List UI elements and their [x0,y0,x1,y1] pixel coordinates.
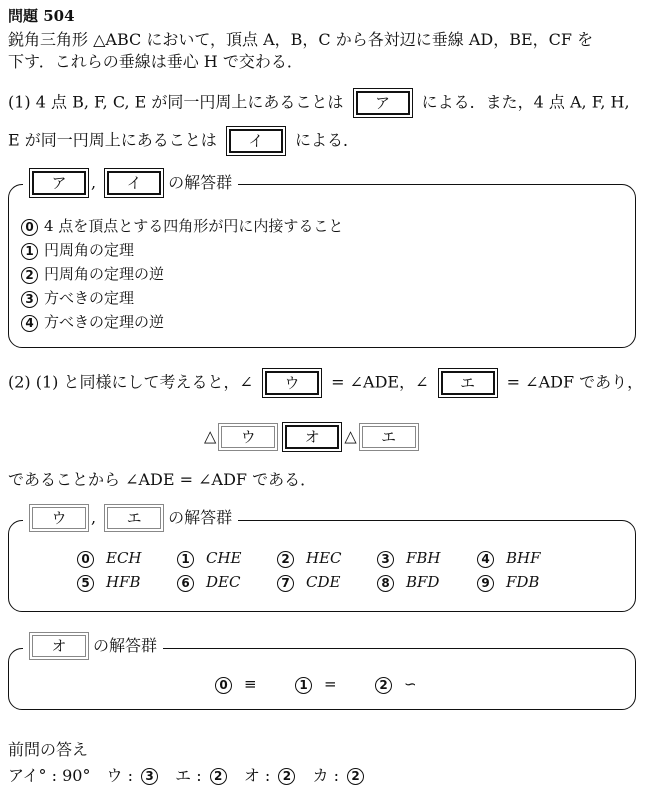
panel3-suffix: の解答群 [93,635,158,655]
part1-line-1 [8,88,630,118]
part1-text-c: E が同一円周上にあることは [8,130,217,150]
panel3-box-o: オ [29,632,89,660]
choice-panel-1-header: ア , イ の解答群 [23,168,238,198]
option-2-3[interactable]: 3 FBH [377,549,477,568]
option-2-0[interactable]: 0 ECH [77,549,177,568]
answer-box-a[interactable] [353,88,413,118]
panel2-suffix: の解答群 [168,507,233,527]
option-3-2[interactable]: 2 ∽ [375,675,455,694]
part2-text-c: = ∠ADF であり， [506,372,644,392]
triangle-symbol-1: △ [204,426,217,446]
prev-answer-ka: 2 [347,768,364,785]
previous-answers-heading: 前問の答え [8,740,89,759]
panel1-suffix: の解答群 [168,172,233,192]
option-row-2a [77,549,577,568]
intro-line-2: 下す．これらの垂線は垂心 H で交わる． [8,52,303,71]
panel2-box-u: ウ [29,504,89,532]
option-2-6[interactable]: 6 DEC [177,573,277,592]
problem-number: 504 [43,7,75,25]
prev-answer-o: 2 [278,768,295,785]
option-3-0[interactable]: 0 ≡ [215,675,295,694]
problem-label: 問題 [8,7,39,25]
part2-text-b: = ∠ADE，∠ [331,372,429,392]
option-1-4[interactable]: 4 方べきの定理の逆 [21,311,164,333]
option-2-8[interactable]: 8 BFD [377,573,477,592]
option-1-3[interactable]: 3 方べきの定理 [21,287,134,309]
part2-conclusion: であることから ∠ADE = ∠ADF である． [8,470,317,489]
panel2-box-e: エ [104,504,164,532]
answer-box-a-label: ア [356,91,410,115]
option-1-1[interactable]: 1 円周角の定理 [21,239,134,261]
gray-box-u: ウ [218,423,278,451]
intro-line-1: 鋭角三角形 △ABC において，頂点 A，B，C から各対辺に垂線 AD，BE，CF を [8,30,594,49]
part1-text-d: による． [294,130,359,150]
option-2-5[interactable]: 5 HFB [77,573,177,592]
part2-text-a: (2) (1) と同様にして考えると，∠ [8,372,253,392]
part2-line-1 [8,368,643,398]
choice-panel-1 [8,172,636,348]
answer-box-u[interactable]: ウ [262,368,322,398]
panel1-box-a: ア [29,168,89,198]
part1-text-a: (1) 4 点 B, F, C, E が同一円周上にあることは [8,92,344,112]
option-row-2b [77,573,577,592]
option-2-1[interactable]: 1 CHE [177,549,277,568]
option-row-3 [215,675,455,694]
option-1-2[interactable]: 2 円周角の定理の逆 [21,263,164,285]
choice-panel-3-header [23,632,163,660]
gray-box-e: エ [359,423,419,451]
prev-answer-u: 3 [141,768,158,785]
part1-text-b: による．また，4 点 A, F, H, [421,92,630,112]
choice-panel-3 [8,635,636,710]
option-1-0[interactable]: 0 4 点を頂点とする四角形が円に内接すること [21,215,343,237]
answer-box-i-label: イ [229,129,283,153]
panel1-box-i: イ [104,168,164,198]
triangle-symbol-2: △ [344,426,357,446]
answer-box-o[interactable]: オ [282,422,342,452]
problem-title [8,6,75,26]
option-2-7[interactable]: 7 CDE [277,573,377,592]
part1-line-2 [8,126,359,156]
choice-panel-2-header: ウ , エ の解答群 [23,504,238,532]
option-2-9[interactable]: 9 FDB [477,573,577,592]
choice-panel-2 [8,507,636,612]
option-2-2[interactable]: 2 HEC [277,549,377,568]
option-2-4[interactable]: 4 BHF [477,549,577,568]
previous-answers: アイ° : 90° ウ : 3 エ : 2 オ : 2 カ : 2 [8,766,370,786]
prev-answer-e: 2 [210,768,227,785]
answer-box-e[interactable]: エ [438,368,498,398]
option-3-1[interactable]: 1 = [295,675,375,694]
triangle-relation [204,422,421,452]
answer-box-i[interactable] [226,126,286,156]
